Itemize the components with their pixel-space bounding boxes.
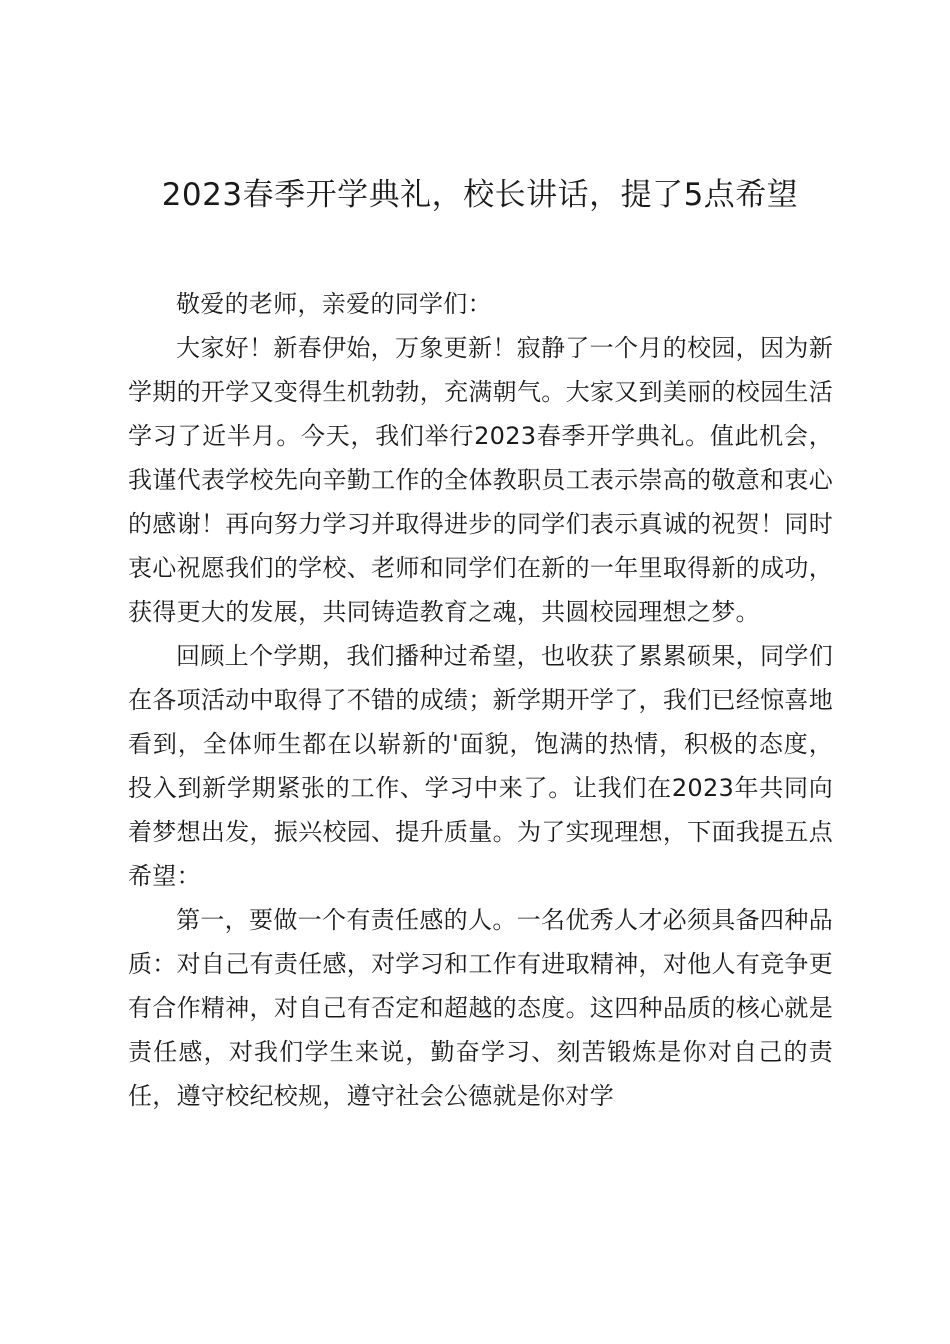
opening-paragraph: 大家好！新春伊始，万象更新！寂静了一个月的校园，因为新学期的开学又变得生机勃勃，充满朝气。大家又到美丽的校园生活学习了近半月。今天，我们举行2023春季开学典礼。值此机会，我谨代表学校先向辛勤工作的全体教职员工表示崇高的敬意和衷心的感谢！再向努力学习并取得进步的同学们表示真诚的祝贺！同时衷心祝愿我们的学校、老师和同学们在新的一年里取得新的成功，获得更大的发展，共同铸造教育之魂，共圆校园理想之梦。	[128, 334, 833, 626]
document-body	[128, 282, 833, 1118]
first-hope-paragraph: 第一，要做一个有责任感的人。一名优秀人才必须具备四种品质：对自己有责任感，对学习和工作有进取精神，对他人有竞争更有合作精神，对自己有否定和超越的态度。这四种品质的核心就是责任感，对我们学生来说，勤奋学习、刻苦锻炼是你对自己的责任，遵守校纪校规，遵守社会公德就是你对学	[128, 906, 833, 1110]
salutation-paragraph: 敬爱的老师，亲爱的同学们：	[176, 290, 492, 318]
document-title: 2023春季开学典礼，校长讲话，提了5点希望	[161, 177, 799, 213]
review-paragraph: 回顾上个学期，我们播种过希望，也收获了累累硕果，同学们在各项活动中取得了不错的成绩；新学期开学了，我们已经惊喜地看到，全体师生都在以崭新的'面貌，饱满的热情，积极的态度，投入到新学期紧张的工作、学习中来了。让我们在2023年共同向着梦想出发，振兴校园、提升质量。为了实现理想，下面我提五点希望：	[128, 642, 833, 890]
